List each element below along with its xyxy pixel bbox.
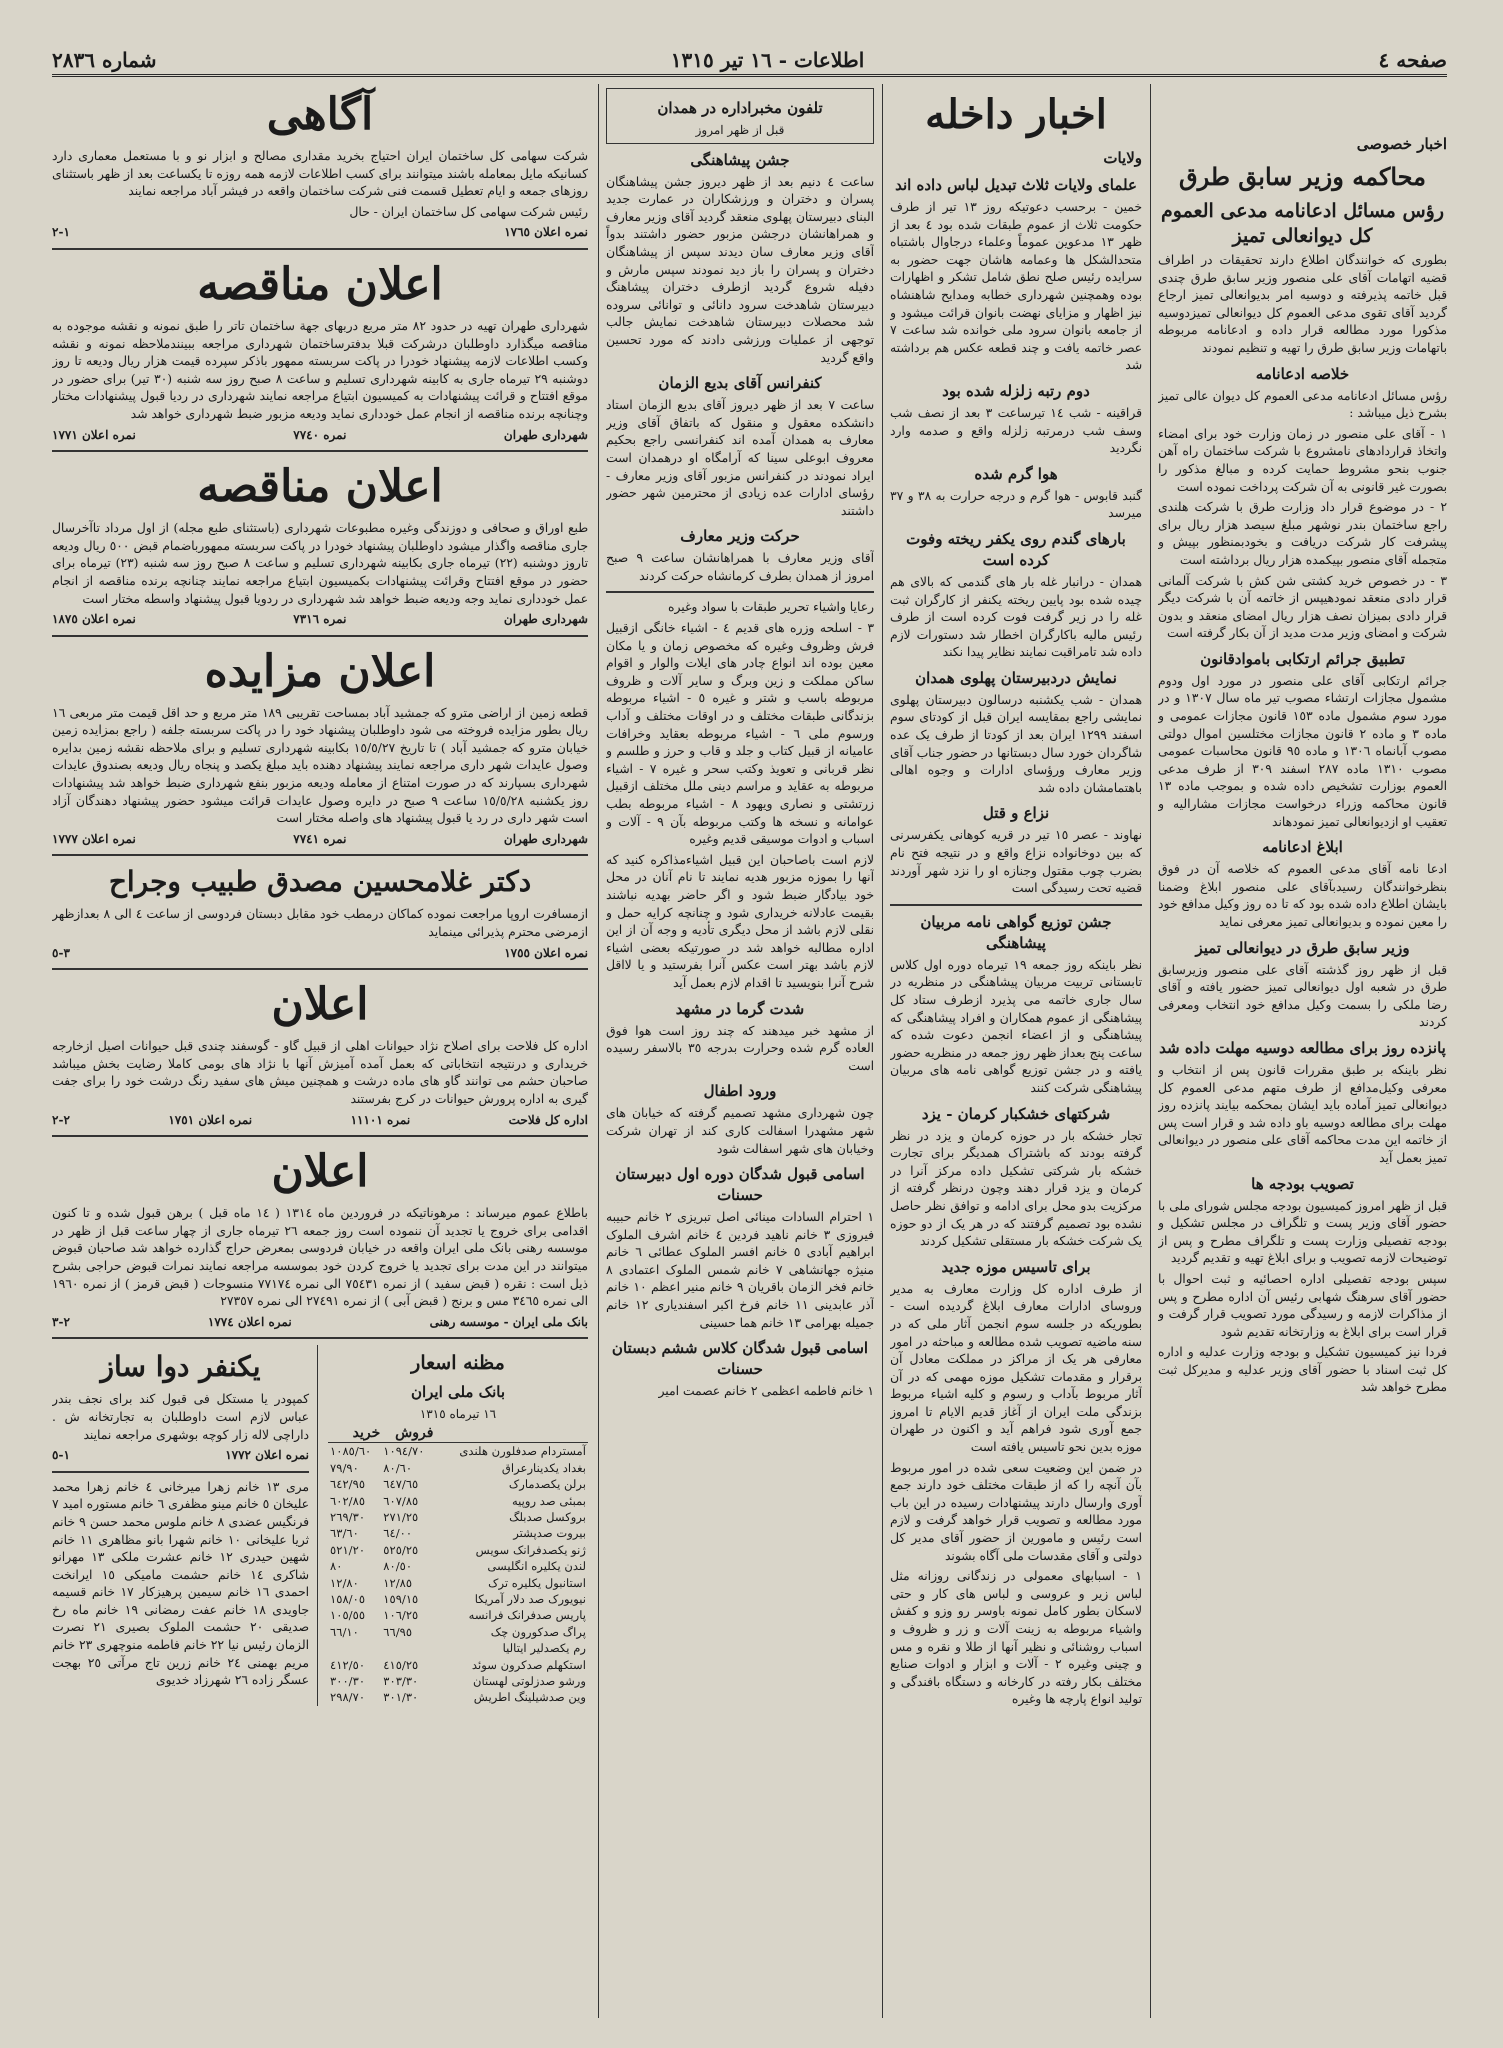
rate-buy: ٢٦٩/٣٠ [330, 1509, 366, 1524]
special-news-label: اخبار خصوصی [1356, 135, 1447, 153]
ad-number: نمره اعلان ١٧٧٤ [207, 1314, 292, 1329]
headline: وزیر سابق طرق در دیوانعالی تمیز [1195, 938, 1410, 957]
article-body: در ضمن این وضعیت سعی شده در امور مربوط بآن آنچه را که از طبقات مختلف خود دارند جمع آوری وارسال دارند پیشنهادات رسیده در این باب مورد مطالعه و تصویب قرار خواهد گرفت و لازم است رئیس و مامورین از حضور آقای مدیر کل دولتی و آقای مقدسات ملی آگاه بشوند [890, 1460, 1142, 1563]
rates-date: ١٦ تیرماه ١٣١٥ [419, 1407, 497, 1422]
rate-name: ورشو صدزلوتی لهستان [473, 1674, 586, 1689]
rate-row [328, 1640, 588, 1656]
rate-name: پراگ صدکورون چک [490, 1624, 586, 1639]
col-header-sell: فروش [381, 1424, 434, 1443]
rate-name: وین صدشیلینگ اطریش [473, 1690, 586, 1705]
headline: علمای ولایات ثلاث تبدیل لباس داده اند [895, 176, 1137, 194]
article-body: سپس بودجه تفصیلی اداره احصائیه و ثبت احوال با حضور آقای سرهنگ شهابی رئیس آن اداره مطرح و پس از مذاکرات لازمه و رسیدگی مورد تصویب قرار گرفت و قرار است برای ابلاغ به وزارتخانه تقدیم شود [1158, 1271, 1447, 1339]
ad-number: نمره اعلان ١٧٥١ [168, 1112, 253, 1127]
exchange-rates [328, 1345, 588, 1706]
rate-name: ژنو یکصدفرانک سویس [475, 1542, 586, 1557]
column-rule [1150, 84, 1151, 2018]
ads-column [52, 84, 588, 2018]
rate-buy: ٦٣/٦٠ [330, 1526, 359, 1541]
headline: هوا گرم شده [974, 464, 1058, 483]
article-body: چون شهرداری مشهد تصمیم گرفته که خیابان های شهر مشهدرا اسفالت کاری کند از تهران شرکت وخیابان های شهر اسفالت شود [606, 1106, 874, 1156]
rate-row [328, 1509, 588, 1525]
article-body: از طرف اداره کل وزارت معارف به مدیر وروسای ادارات معارف ابلاغ گردیده است - بطوریکه در جلسه سوم انجمن آثار ملی که در سنه ماضیه تصویب شده مطالعه و مباحثه در امور معارفی هر یک از مراکز در مملکت معادل آن برقرار و مقدمات تشکیل موزه مهمی که در آن آثار مربوط بآداب و رسوم و کلیه اشیاء مربوط بزندگی ملت ایران از آغاز قدیم الایام تا امروز جمع آوری شود فراهم آید و اکنون در طهران موزه بدین نحو تاسیس یافته است [890, 1281, 1142, 1455]
headline: نمایش دردبیرستان پهلوی همدان [915, 668, 1117, 687]
ad-body: باطلاع عموم میرساند : مرهوناتیکه در فروردین ماه ١٣١٤ ( ١٤ ماه قبل ) برهن قبول شده و تا کنون اقدامی برای خروج یا تجدید آن ننموده است روز جمعه ٢٦ تیرماه جاری از چهار ساعت قبل از ظهر در موسسه رهنی بانک ملی ایران واقعه در خیابان فردوسی بمعرض حراج گذارده خواهد شد صاحبان قبوض میتوانند در این مدت برای تجدید یا خروج کردن خود بموسسه مراجعه نمایند نمرات قبوض حراجی بشرح ذیل است : نقره ( قبض سفید ) از نمره ٧٥٤٣١ الی نمره ٧٧١٧٤ منسوجات ( قبض قرمز ) از نمره ١٩٦٠ الی نمره ٣٤٦٥ مس و برنج ( قبض آبی ) از نمره ٢٧٤٩١ الی نمره ٢٧٣٥٧ [52, 1206, 588, 1309]
ad-body: شهرداری طهران تهیه در حدود ٨٢ متر مربع دربهای جهة ساختمان تاتر را طبق نمونه و نقشه موجوده به مناقصه میگذارد داوطلبان درشرکت قبلا بدفترساختمان شهرداری مراجعه ببینندملاحظه نمونه و نقشه وکسب اطلاعات لازمه پیشنهاد خودرا در پاکت سربسته ممهور باذکر سپرده قیمت هزار ریال ودیعه تا روز دوشنبه ٢٩ تیرماه جاری به کابینه شهرداری تسلیم و ساعت ٨ صبح روز سه شنبه (٣٠ تیر) برای حضور در موقع افتتاح و قرائت پیشنهادات به کمیسیون ابتیاع مراجعه نمایند شهرداری در ردیا قبول پیشنهادات مختار وچنانچه برنده مناقصه از انجام عمل خودداری نماید ودیعه مزبور ضبط شهرداری خواهد شد [52, 318, 588, 421]
headline: ورود اطفال [703, 1082, 777, 1101]
rate-name: نیویورک صد دلار آمریکا [474, 1592, 586, 1606]
article-body: گنبد قابوس - هوا گرم و درجه حرارت به ٣٨ و ٣٧ میرسد [890, 488, 1142, 521]
rate-row [328, 1575, 588, 1591]
rate-buy: ١٢/٨٠ [330, 1575, 359, 1590]
headline: جشن توزیع گواهی نامه مربیان پیشاهنگی [920, 912, 1112, 952]
ad-title-tender-2: اعلان مناقصه [197, 461, 443, 513]
rate-sell: ٣٠١/٣٠ [383, 1690, 419, 1705]
ad-signature: اداره کل فلاحت [508, 1112, 588, 1127]
rate-buy: ٧٩/٩٠ [330, 1460, 359, 1475]
headline: خلاصه ادعانامه [1255, 364, 1350, 383]
ad-body: کمپودر یا مستکل فی قبول کند برای نجف بندر عباس لازم است داوطلبان به تجارتخانه ش . داراچی لاله زار کوچه بوشهری مراجعه نمایند [52, 1392, 309, 1442]
col-header-buy: خرید [328, 1424, 381, 1443]
section-title: اخبار داخله [925, 91, 1107, 138]
ad-title-pharmacist: یکنفر دوا ساز [100, 1350, 261, 1384]
article-body: ١ خانم فاطمه اعظمی ٢ خانم عصمت امیر [658, 1384, 874, 1399]
article-body: رؤس مسائل ادعانامه مدعی العموم کل دیوان عالی تمیز بشرح ذیل میباشد : [1158, 388, 1447, 421]
article-body: ١ - اسبابهای معمولی در زندگانی روزانه مثل لباس زیر و عروسی و لباس های کار و حتی لاسکان بطور کامل نمونه باوسر رو وزو و کفش واشیاء مربوطه به زینت آلات و زر و ظروف و اسباب روشنائی و نظیر آنها از طلا و نقره و مس و چینی وغیره ٢ - آلات و ابزار و ادوات صنایع مختلف بکار رفته در کارخانه و دستگاه بافندگی و تولید انواع پارچه ها وغیره [890, 1569, 1142, 1707]
rate-name: استانبول یکلیره ترک [488, 1575, 586, 1590]
rates-bank: بانک ملی ایران [410, 1383, 506, 1402]
article-body: ٣ - اسلحه وزره های قدیم ٤ - اشیاء خانگی ازقبیل فرش وظروف وغیره که مخصوص زمان و یا مکان معین بوده اند انواع چادر های ایلات والوار و اقوام ساکن مملکت و زین وبرگ و سایر آلات و ظروف مربوطه باسب و شتر و غیره ٥ - اشیاء مربوطه بزندگانی طبقات مختلف و در اوقات مختلف و آداب ورسوم ملی ٦ - اشیاء مربوطه بعقاید وخرافات عامیانه از قبیل کتاب و جلد و قاب و حرز و طلسم و نظر قربانی و تعویذ وکتب سحر و غیره ٧ - اشیاء مربوطه به عقاید و مراسم دینی ملل مختلف ازقبیل زرتشتی و نصاری ویهود ٨ - اشیاء مربوطه بطب عوامانه و نسخه ها وکتب مربوطه بآن ٩ - آلات و اسباب و ادوات موسیقی قدیم وغیره [606, 621, 874, 847]
headline: شرکتهای خشکبار کرمان - یزد [921, 1104, 1111, 1123]
ad-body: اداره کل فلاحت برای اصلاح نژاد حیوانات اهلی از قبیل گاو - گوسفند چندی قبل حیوانات اصیل ازخارجه خریداری و درنتیجه انتخاباتی که بعمل آمده آمیزش آنها با نژاد های بومی کاملا رضایت بخش میباشد صاحبان حشم می توانند گاو های ماده درشت و همچنین میش های سفید رنگ درشت خود را برای جفت گیری به اداره پرورش حیوانات در کرج بفرستند [52, 1039, 588, 1106]
rate-sell: ١٢/٨٥ [383, 1575, 413, 1590]
ad-num: نمره ٧٣١٦ [293, 612, 347, 627]
rate-name: بیروت صدپشتر [513, 1526, 586, 1541]
article-body: تجار خشکه بار در حوزه کرمان و یزد در نظر گرفته بودند که باشتراک همدیگر برای تجارت خشکه بار شرکتی تشکیل داده مرکز آنرا در کرمان و یزد قرار دهند وچون درنظر گرفته از مرکزیت بدو محل برای ادامه و توافق نظر حاصل نشده بود تصمیم گرفتند که در هر یک از دو حوزه یک شرکت خشکه بار مستقلی تشکیل کردند [890, 1128, 1142, 1249]
article-body: قبل از ظهر امروز کمیسیون بودجه مجلس شورای ملی با حضور آقای وزیر پست و تلگراف در مجلس تشکیل و بودجه تفصیلی وزارت پست و تلگراف مطرح و پس از توضیحات لازمه تصویب و برای ابلاغ تهیه و تقدیم گردید [1158, 1198, 1447, 1266]
ad-body: شرکت سهامی کل ساختمان ایران احتیاج بخرید مقداری مصالح و ابزار نو و با مستعمل معماری دارد کسانیکه مایل بمعامله باشند میتوانند برای کسب اطلاعات لازمه همه روزه تا یکساعت بعد از ظهر باستثنای روزهای جمعه و ایام تعطیل قسمت فنی شرکت ساختمان واقعه در فیشر آباد مراجعه نمایند [52, 149, 588, 199]
ad-signature: شهرداری طهران [503, 831, 588, 846]
ad-number: نمره اعلان ١٨٧٥ [52, 612, 136, 627]
article-body: نظر باینکه بر طبق مقررات قانون پس از انتخاب و معرفی وکیل‌مدافع از طرف متهم مدعی العموم کل دیوانعالی تمیز آماده باید ایشان بمحکمه بیایند پانزده روز مهلت برای مطالعه دوسیه باو داده شد و قرار است پس از خاتمه این مدت محاکمه آقای علی منصور در دیوانعالی تمیز بعمل آید [1158, 1062, 1447, 1165]
headline: حرکت وزیر معارف [680, 527, 800, 546]
issue-date: اطلاعات - ١٦ تیر ١٣١٥ [670, 48, 865, 72]
rate-sell: ٨٠/٥٠ [383, 1559, 413, 1574]
rate-name: لندن یکلیره انگلیسی [487, 1559, 586, 1574]
article-body: آقای وزیر معارف با همراهانشان ساعت ٩ صبح امروز از همدان بطرف کرمانشاه حرکت کردند [606, 551, 874, 583]
article-body: ١ احترام السادات مینائی اصل تبریزی ٢ خانم حبیبه فیروزی ٣ خانم ناهید فردین ٤ خانم اشرف الملوک ابراهیم آبادی ٥ خانم افسر الملوک عطائی ٦ خانم منیژه جهانشاهی ٧ خانم شمس الملوک اعتمادی ٨ خانم فخر الزمان باقریان ٩ خانم منیر اعظم ١٠ خانم آذر عابدینی ١١ خانم فرخ اکبر اسفندیاری ١٢ خانم جمیله بهرامی ١٣ خانم هما حسینی [606, 1210, 874, 1330]
rate-row [328, 1476, 588, 1492]
headline: رؤس مسائل ادعانامه مدعی العموم کل دیوانعالی تمیز [1160, 200, 1445, 247]
ad-seq: ٢-٢ [52, 1112, 70, 1127]
ad-title-agahi: آگاهی [266, 89, 374, 140]
article-body: همدان - شب یکشنبه درسالون دبیرستان پهلوی نمایشی راجع بمقایسه ایران قبل از کودتای سوم اسفند ١٢٩٩ ایران بعد از کودتا از طرف یک عده شاگردان خورد سال دبستانها در حضور جناب آقای وزیر معارف ورؤسای ادارات و وجوه اهالی باهتمامشان داده شد [890, 692, 1142, 795]
article-body: ساعت ٧ بعد از ظهر دیروز آقای بدیع الزمان استاد دانشکده معقول و منقول که باتفاق آقای وزیر معارف به همدان آمده اند کنفرانسی راجع بحکیم معروف ابوعلی سینا که آرامگاه او درهمدان است ایراد نمودند در کنفرانس مزبور آقای وزیر معارف - رؤسای ادارات عده زیادی از محترمین شهر حضور داشتند [606, 398, 874, 518]
rate-sell: ٣٠٣/٣٠ [383, 1674, 419, 1689]
ad-num: نمره ٧٧٤٠ [293, 427, 347, 442]
article-body: ٣ - در خصوص خرید کشتی شن کش با شرکت آلمانی قرار دادی منعقد نمودهیپس از خاتمه آن با شرکت دیگر قرار دادی بمیزان نصف هزار ریال امضای منعقد و بدون شرکت و امضای وزیر مدت مدید از آن بکار گرفته است [1158, 573, 1447, 641]
rates-table [328, 1424, 588, 1706]
headline: بارهای گندم روی یکفر ریخته وفوت کرده است [906, 529, 1126, 569]
ad-title-tender-1: اعلان مناقصه [197, 258, 443, 310]
rate-buy: ٤١٢/٥٠ [330, 1657, 366, 1672]
rate-sell: ٦٤/٠٠ [383, 1526, 413, 1541]
section-sub: قبل از ظهر امروز [695, 123, 785, 137]
rate-row [328, 1607, 588, 1623]
rate-name: بغداد یکدینارعراق [501, 1460, 586, 1475]
article-body: رعایا واشیاء تحریر طبقات با سواد وغیره [668, 600, 874, 615]
ad-title-auction: اعلان مزایده [204, 645, 436, 697]
rate-buy: ٦٠٢/٨٥ [330, 1493, 366, 1508]
article-body: از مشهد خبر میدهند که چند روز است هوا فوق العاده گرم شده وحرارت بدرجه ٣٥ بالاسفر رسیده است [606, 1023, 874, 1073]
ad-body: طبع اوراق و صحافی و دوزندگی وغیره مطبوعات شهرداری (باستثنای طبع مجله) از اول مرداد تاآخرسال جاری مناقصه واگذار میشود داوطلبان پیشنهاد خودرا در پاکت سربسته ممهورباضمام قبض ٥٠٠ ریال ودیعه تاروز دوشنبه (٢٢) تیرماه جاری بکابینه شهرداری تسلیم و ساعت ٨ صبح روز سه شنبه (٢٣) تیرماه برای حضور در موقع افتتاح وقرائت پیشنهادات بکمیسیون ابتیاع مراجعه نمایند چنانچه برنده مناقصه از انجام عمل خودداری نماید وجه ودیعه ضبط خواهد شد شهرداری در ردویا قبول پیشنهاد واسطه مختار است [52, 521, 588, 606]
rate-sell: ٦٤٧/٦٥ [383, 1477, 419, 1492]
article-body: قبل از ظهر روز گذشته آقای علی منصور وزیرسابق طرق در شعبه اول دیوانعالی تمیز حضور یافته و آقای رضا ملکی را بسمت وکیل مدافع خود انتخاب ومعرفی کردند [1158, 962, 1447, 1030]
rate-row [328, 1460, 588, 1476]
article-body: ساعت ٤ دنیم بعد از ظهر دیروز جشن پیشاهنگان پسران و دختران و ورزشکاران در عمارت جدید البنای دبیرستان پهلوی منعقد گردید آقای وزیر معارف و همراهانشان درجشن مزبور حضور داشتند بدواً آقای وزیر معارف سان دیدند سپس از پیشاهنگان دختران و پسران را باز دید نمودند سپس مارش و دفیله شروع گردید ازطرف دختران پیشاهنگ دبیرستان شاهدخت سرود دانائی و توانائی سروده شد محصلات دبیرستان شاهدخت نمایش جالب توجهی از عملیات ورزشی دادند که مورد تحسین واقع گردید [606, 174, 874, 365]
article-body: نظر باینکه روز جمعه ١٩ تیرماه دوره اول کلاس تابستانی تربیت مربیان پیشاهنگی در منظریه در سال جاری خاتمه می پذیرد ازطرف ستاد کل پیشاهنگی از عموم همکاران و افراد پیشاهنگی که پیشاهنگی و از اعضاء انجمن دعوت شده که ساعت پنج بعداز ظهر روز جمعه در منظریه حضور یافته و در جشن توزیع گواهی نامه های مربیان پیشاهنگی شرکت کنند [890, 957, 1142, 1095]
ad-seq: ١-٥ [52, 1448, 70, 1463]
rate-name: بروکسل صدبلگ [509, 1509, 586, 1524]
page-number: صفحه ٤ [1378, 48, 1447, 72]
rate-buy: ٦٦/١٠ [330, 1624, 359, 1639]
ad-number: نمره اعلان ١٧٦٥ [504, 225, 588, 240]
article-body: فردا نیز کمیسیون تشکیل و بودجه وزارت عدلیه و اداره کل ثبت اسناد با حضور آقای وزیر عدلیه و مدیرکل ثبت مطرح خواهد شد [1158, 1345, 1447, 1395]
issue-number: شماره ٢٨٣٦ [52, 48, 157, 72]
subsection: ولایات [1103, 149, 1142, 167]
rate-sell: ٨٠/٦٠ [383, 1460, 413, 1475]
rate-row [328, 1542, 588, 1558]
headline: اسامی قبول شدگان کلاس ششم دبستان حسنات [611, 1339, 869, 1379]
article-body: قراقینه - شب ١٤ تیرساعت ٣ بعد از نصف شب وسف شب درمرتبه زلزله واقع و صدمه وارد نگردید [890, 405, 1142, 456]
headline: ابلاغ ادعانامه [1262, 838, 1343, 857]
ad-signature: شهرداری طهران [503, 612, 588, 627]
article-body: لازم است باصاحبان این قبیل اشیاءمذاکره کنید که آنها را بموزه مزبور هدیه نمایند تا نام آنان در محل خود بیادگار ضبط شود و اگر حاضر بهدیه نباشند بقیمت عادلانه خریداری شود و چنانچه کرایه حمل و نقلی لازم باشد از محل دیگری تأدیه و وجه آن از این اداره مطالبه خواهد شد در صورتیکه بعضی اشیاء لازم باشد بهتر است عکس آنرا بفرستید و یا لااقل شرح آنرا بنویسید تا اقدام لازم بعمل آید [606, 852, 874, 990]
ad-title-notice-2: اعلان [271, 1146, 369, 1198]
rate-sell: ١٠٦/٢٥ [383, 1608, 419, 1623]
ad-seq: ٣-٥ [52, 945, 70, 960]
headline: دوم رتبه زلزله شده بود [942, 381, 1090, 400]
pharmacist-ad [52, 1345, 318, 1706]
article-body: ١ - آقای علی منصور در زمان وزارت خود برای امضاء واتخاذ قراردادهای نامشروع با شرکت ساختمان راه آهن جنوب بنحو مشروط حمایت کرده و مبالغ مذکور را بصورت غیر قانونی به آن شرکت پرداخت نموده است [1158, 426, 1447, 494]
rate-buy: ٦٤٢/٩٥ [330, 1477, 366, 1492]
rates-title: مظنه اسعار [411, 1352, 505, 1375]
ad-num: نمره ٧٧٤١ [293, 831, 347, 846]
rate-buy: ٥٢١/٢٠ [330, 1542, 366, 1557]
rate-sell: ٢٧١/٢٥ [383, 1509, 419, 1524]
article-body: ٢ - در موضوع قرار داد وزارت طرق با شرکت هلندی راجع ساختمان بندر نوشهر مبلغ سیصد هزار ریال برای پیشرفت کار شرکت دریافت و بخودبمنظور بپیش و متجمله آقای منصور بپیکمده هزار ریال برداشته است [1158, 500, 1447, 567]
rate-sell: ١٠٩٤/٧٠ [383, 1444, 425, 1459]
headline: جشن پیشاهنگی [690, 150, 790, 169]
ad-title-notice-1: اعلان [271, 979, 369, 1031]
names-list: مری ١٣ خانم زهرا میرخانی ٤ خانم زهرا محمد علیخان ٥ خانم مینو مظفری ٦ خانم مستوره امید ٧ فرنگیس عضدی ٨ خانم ملوس محمد حسن ٩ خانم ثریا علیخانی ١٠ خانم شهرا بانو مظاهری ١١ خانم شهین حیدری ١٢ خانم عشرت ملکی ١٣ مهرانو شاکری ١٤ خانم حشمت مامیکی ١٥ ایرانخت احمدی ١٦ خانم سیمین پرهیزکار ١٧ خانم قسیمه جاویدی ١٨ خانم عفت رمضانی ١٩ خانم ماه رخ صدیقی ٢٠ حشمت الملوک بصیری ٢١ نصرت الزمان رئیس نیا ٢٢ خانم فاطمه منوچهری ٢٣ خانم مریم بهمنی ٢٤ خانم زرین تاج مرآتی ٢٥ بهجت عسگر زاده ٢٦ شهرزاد خدیوی [52, 1479, 309, 1688]
headline-main: محاکمه وزیر سابق طرق [1178, 162, 1427, 191]
section-header: تلفون مخبراداره در همدان [657, 99, 823, 117]
headline: کنفرانس آقای بدیع الزمان [658, 374, 822, 393]
ad-signature: شهرداری طهران [503, 427, 588, 442]
rate-name: پاریس صدفرانک فرانسه [468, 1608, 586, 1623]
hamadan-column [606, 84, 874, 2018]
rate-sell: ٤١٥/٢٥ [383, 1657, 419, 1672]
rate-buy: ١٠٨٥/٦٠ [330, 1444, 372, 1459]
rate-row [328, 1493, 588, 1509]
trial-column [1158, 84, 1447, 2018]
rate-buy: ١٠٥/٥٥ [330, 1608, 366, 1623]
ad-seq: ٢-٣ [52, 1314, 70, 1329]
rate-name: رم یکصدلیر ایتالیا [502, 1641, 586, 1656]
article-body: همدان - درانبار غله بار های گندمی که بالای هم چیده شده بود پایین ریخته یکنفر از کارگران ثبت غله را در زیر گرفت فوت کرده است از طرف رئیس ماليه باکارگران اخطار شد دستورات لازم داده شد تامراقبت نمایند نظایر پیدا نکند [890, 574, 1142, 660]
ad-seq: ١-٢ [52, 225, 70, 240]
headline: اسامی قبول شدگان دوره اول دبیرستان حسنات [615, 1165, 865, 1205]
ad-signature: رئیس شرکت سهامی کل ساختمان ایران - حال [349, 204, 588, 219]
ad-num: نمره ١١١٠١ [350, 1112, 411, 1127]
headline: برای تاسیس موزه جدید [941, 1257, 1091, 1276]
rate-sell: ٦٦/٩٥ [383, 1624, 413, 1639]
headline: تطبیق جرائم ارتکابی باموادقانون [1200, 649, 1405, 668]
rate-name: آمستردام صدفلورن هلندی [459, 1444, 586, 1459]
headline: شدت گرما در مشهد [675, 999, 805, 1018]
rate-row [328, 1558, 588, 1574]
rate-buy: ٣٠٠/٣٠ [330, 1674, 366, 1689]
article-body: بطوری که خوانندگان اطلاع دارند تحقیقات در اطراف قضیه اتهامات آقای علی منصور وزیر سابق طرق چندی قبل خاتمه پذیرفته و دوسیه امر بدیوانعالی تمیز ارجاع گردید آقای تقوی مدعی العموم کل دیوانعالی تمیزدوسیه مذکورا مورد مطالعه قرار داده و ادعانامه مربوطه باتهامات وزیر سابق طرق را تهیه و تنظیم نمودند [1158, 253, 1447, 355]
rate-buy: ١٥٨/٠٥ [330, 1592, 366, 1606]
headline: پانزده روز برای مطالعه دوسیه مهلت داده شد [1159, 1038, 1446, 1057]
column-rule [598, 84, 599, 2018]
rate-row [328, 1591, 588, 1607]
article-body: جرائم ارتکابی آقای علی منصور در مورد اول ودوم مشمول مجازات ارتشاء مصوب تیر ماه سال ١٣٠٧ و در مورد سوم مشمول ماده ١٥٣ قانون مجازات عمومی و ماده ٣ و ماده ٢ قانون مجازات مختلسین اموال دولتی مصوب آبانماه ١٣٠٦ و ماده ٩٥ قانون محاسبات عمومی مصوب ١٣١٠ ماده ٢٨٧ اسفند ٣٠٩ از طرف مدعی العموم بوزارت تشخیص داده شده و بموجب ماده ١٣ قانون محاکمه وزراء درخواست مجازات مشارالیه و تعقیب او ازدیوانعالی تمیز نمودهاند [1158, 673, 1447, 829]
rate-row [328, 1624, 588, 1640]
ad-title-doctor: دکتر غلامحسین مصدق طبیب وجراح [108, 865, 532, 899]
ad-body: ازمسافرت اروپا مراجعت نموده کماکان درمطب خود مقابل دبستان فردوسی از ساعت ٤ الی ٨ بعدازظهر ازمرضی محترم پذیرائی مینماید [52, 907, 588, 940]
rate-sell: ٥٢٥/٢٥ [383, 1542, 419, 1557]
rate-sell: ٦٠٧/٨٥ [383, 1493, 419, 1508]
rate-sell [381, 1640, 434, 1656]
rate-row [328, 1689, 588, 1705]
rate-buy [328, 1640, 381, 1656]
rate-sell: ١٥٩/١٥ [383, 1592, 419, 1606]
ad-number: نمره اعلان ١٧٧٧ [52, 831, 136, 846]
rate-buy: ٨٠ [330, 1559, 343, 1574]
rate-name: بمبئی صد روپیه [511, 1493, 586, 1508]
domestic-news-column [890, 84, 1142, 2018]
rate-row [328, 1657, 588, 1673]
headline: نزاع و قتل [982, 804, 1050, 823]
ad-number: نمره اعلان ١٧٧٢ [225, 1448, 309, 1463]
ad-body: قطعه زمین از اراضی مترو که جمشید آباد بمساحت تقریبی ١٨٩ متر مربع و حد اقل قیمت متر مربعی ١٦ ریال بطور مزایده فروخته می شود داوطلبان پیشنهاد خود را در پاکت سربسته جلفه ( راجع بمزایده زمین خیابان مترو که جمشید آباد ) تا تاریخ ١٥/٥/٢٧ بکابینه شهرداری تسلیم و برای ملاحظه نقشه زمین بدایره وصول عایدات شهر داری مراجعه نمایند پیشنهاد دهنده باید مبلغ یکصد و پنجاه ریال ودیعه بصندوق عایدات شهرداری بسپارند که در صورت امتناع از معامله ودیعه مزبور بنفع شهرداری ضبط خواهد شد پیشنهادات روز یکشنبه ١٥/٥/٢٨ ساعت ٩ صبح در دایره وصول عایدات قرائت میشود حضور پیشنهاد دهندگان آزاد است شهر داری در رد یا قبول پیشنهاد های واصله مختار است [52, 705, 588, 826]
rate-name: برلن یکصدمارک [508, 1477, 586, 1492]
masthead [52, 46, 1447, 77]
rate-row [328, 1443, 588, 1460]
rate-row [328, 1673, 588, 1689]
article-body: نهاوند - عصر ١٥ تیر در قریه کوهانی یکفرسرنی که بین دوخانواده نزاع واقع و در نتیجه فتح نام بضرب چوب مقتول وجنازه او را نزد شهر آوردند قضیه تحت رسیدگی است [890, 828, 1142, 896]
ad-signature: بانک ملی ایران - موسسه رهنی [429, 1314, 588, 1329]
ad-number: نمره اعلان ١٧٥٥ [504, 945, 588, 960]
column-rule [882, 84, 883, 2018]
rate-row [328, 1525, 588, 1541]
rate-name: استکهلم صدکرون سوئد [471, 1657, 586, 1672]
article-body: ادعا نامه آقای مدعی العموم که خلاصه آن در فوق بنظرخوانندگان رسیدبآقای علی منصور ابلاغ وضمنا بایشان اطلاع داده شده بود که تا ده روز وکیل مدافع خود را معین نموده و بدیوانعالی تمیز معرفی نماید [1158, 862, 1447, 929]
headline: تصویب بودجه ها [1251, 1174, 1354, 1193]
rate-buy: ٢٩٨/٧٠ [330, 1690, 366, 1705]
ad-number: نمره اعلان ١٧٧١ [52, 427, 136, 442]
article-body: خمین - برحسب دعوتیکه روز ١٣ تیر از طرف حکومت ثلاث از عموم طبقات شده بود ٤ بعد از ظهر ١٣ مدعوین عموماً وعلماء درجاوال باشتباه متحدالشکل ها وعمامه هاشان جهت حضور به سرایده رئیس صلح نطق شامل تشکر و اظهارات بوده وهمچنین شهرداری خطابه ومدایح شاهنشاه نیز اظهار و مزایای نهضت بانوان قرائت میشود و از جامعه بانوان سرود ملی خوانده شد ساعت ٧ عصر خاتمه یافت و چند قطعه عکس هم برداشته شد [890, 200, 1142, 373]
